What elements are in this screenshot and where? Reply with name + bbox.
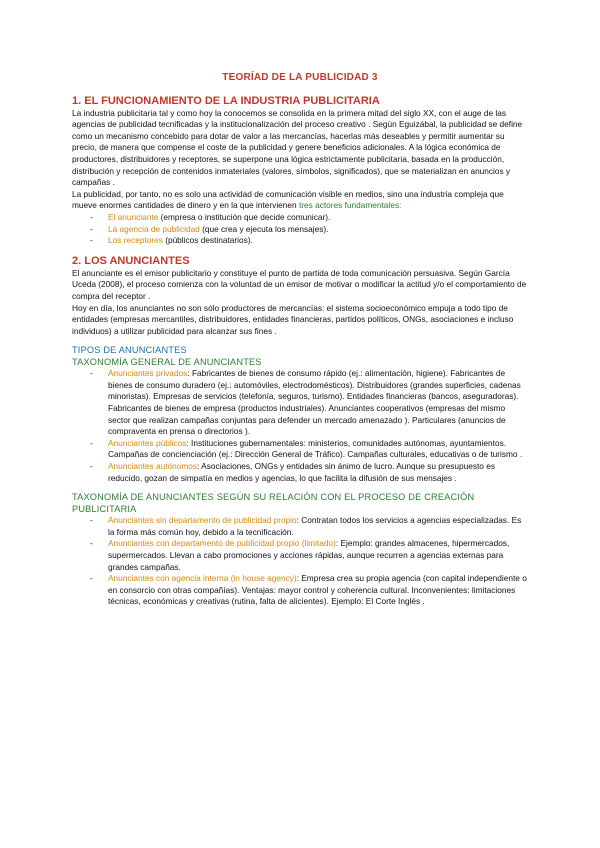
- actor-name: La agencia de publicidad: [108, 223, 200, 234]
- paragraph-text: La publicidad, por tanto, no es solo una actividad de comunicación visible en medios, sino una industria compleja que mueve enormes cantidades de dinero y en la que intervienen: [72, 188, 504, 211]
- actor-name: El anunciante: [108, 211, 159, 222]
- list-item: [72, 368, 528, 438]
- paragraph: La industria publicitaria tal y como hoy la conocemos se consolida en la primera mitad del siglo XX, con el auge de las agencias de publicidad tecnificadas y la institucionalización del proceso creativo . Según Eguizábal, la publicidad se define como un mecanismo concebido para dotar de valor a las mercancías, hacerlas más deseables y permitir aumentar su precio, de manera que compense el coste de la publicidad y genere beneficios adicionales. A la lógica económica de productores, distribuidores y receptores, se superpone una lógica estrictamente publicitaria, basada en la producción, distribución y recepción de contenidos inmateriales (valores, símbolos, significados), que se materializan en anuncios y campañas .: [72, 107, 523, 188]
- actor-desc: (públicos destinatarios).: [162, 235, 253, 246]
- actor-name: Los receptores: [108, 235, 163, 246]
- section-heading: 2. LOS ANUNCIANTES: [72, 254, 190, 267]
- section-tipos: [72, 345, 528, 484]
- process-desc: : Contratan todos los servicios a agencias especializadas. Es la forma más común hoy, debido a la tecnificación.: [108, 515, 522, 537]
- list-item: [72, 538, 528, 573]
- list-item: [72, 224, 528, 236]
- type-name: Anunciantes autónomos: [108, 461, 198, 472]
- paragraph: Hoy en día, los anunciantes no son sólo productores de mercancías: el sistema socioeconómico empuja a todo tipo de entidades (empresas mercantiles, distribuidores, entidades financieras, partidos políticos, ONGs, asociaciones e incluso individuos) a utilizar publicidad para alcanzar sus fines .: [72, 302, 514, 336]
- type-desc: : Fabricantes de bienes de consumo rápido (ej.: alimentación, higiene). Fabricantes de bienes de consumo duradero (ej.: automóviles, electrodomésticos). Distribuidores (grandes superficies, cadenas minoristas). Empresas de servicios (telefonía, seguros, turismo). Entidades financieras (bancos, aseguradoras). Fabricantes de bienes de empresa (productos industriales). Anunciantes cooperativos (empresas del mismo sector que realizan campañas conjuntas para defender un mercado amenazado ). Particulares (anuncios de compraventa en prensa o directorios ).: [108, 368, 521, 437]
- section-industria: [72, 95, 528, 247]
- process-name: Anunciantes sin departamento de publicidad propio: [108, 515, 297, 526]
- process-desc: : Ejemplo: grandes almacenes, hipermercados, supermercados. Llevan a cabo promociones y acciones rápidas, aunque recurren a agencias externas para grandes campañas.: [108, 538, 510, 572]
- actor-desc: (que crea y ejecuta los mensajes).: [199, 223, 329, 234]
- list-item: [72, 212, 528, 224]
- paragraph: El anunciante es el emisor publicitario y constituye el punto de partida de toda comunicación persuasiva. Según García Uceda (2008), el proceso comienza con la voluntad de un emisor de motivar o modificar la actitud y/o el comportamiento de compra del receptor .: [72, 267, 527, 301]
- type-name: Anunciantes públicos: [108, 437, 187, 448]
- process-name: Anunciantes con departamento de publicidad propio (limitado): [108, 538, 336, 549]
- spacer: [72, 484, 528, 492]
- subsection-heading: TAXONOMÍA GENERAL DE ANUNCIANTES: [72, 356, 262, 367]
- section-heading: 1. EL FUNCIONAMIENTO DE LA INDUSTRIA PUBLICITARIA: [72, 94, 380, 107]
- highlight-text: tres actores fundamentales:: [298, 200, 402, 211]
- process-list: [72, 515, 528, 608]
- process-name: Anunciantes con agencia interna (in house agency): [108, 573, 297, 584]
- spacer: [72, 247, 528, 255]
- list-item: [72, 235, 528, 247]
- actor-desc: (empresa o institución que decide comunicar).: [158, 211, 331, 222]
- section-proceso: [72, 492, 528, 608]
- subsection-heading: TIPOS DE ANUNCIANTES: [72, 345, 187, 356]
- type-name: Anunciantes privados: [108, 368, 188, 379]
- process-desc: : Empresa crea su propia agencia (con capital independiente o en consorcio con otras compañías). Ventajas: mayor control y coherencia cultural. Inconvenientes: limitaciones técnicas, económicas y creativas (rutina, falta de alicientes). Ejemplo: El Corte Inglés .: [108, 573, 527, 607]
- type-desc: : Asociaciones, ONGs y entidades sin ánimo de lucro. Aunque su presupuesto es reducido, gozan de simpatía en medios y agencias, lo que facilita la difusión de sus mensajes .: [108, 461, 495, 483]
- types-list: [72, 368, 528, 484]
- spacer: [72, 337, 528, 345]
- document-title: TEORÍAD DE LA PUBLICIDAD 3: [222, 72, 378, 83]
- list-item: [72, 573, 528, 608]
- section-anunciantes: [72, 255, 528, 338]
- paragraph: [72, 189, 528, 212]
- type-desc: : Instituciones gubernamentales: ministerios, comunidades autónomas, ayuntamientos. Campañas de concienciación (ej.: Dirección General de Tráfico). Campañas culturales, educativas o de turismo .: [108, 437, 523, 460]
- list-item: [72, 515, 528, 538]
- list-item: [72, 461, 528, 484]
- actors-list: [72, 212, 528, 247]
- subsection-heading: TAXONOMÍA DE ANUNCIANTES SEGÚN SU RELACIÓN CON EL PROCESO DE CREACIÓN PUBLICITARIA: [72, 492, 475, 514]
- list-item: [72, 438, 528, 461]
